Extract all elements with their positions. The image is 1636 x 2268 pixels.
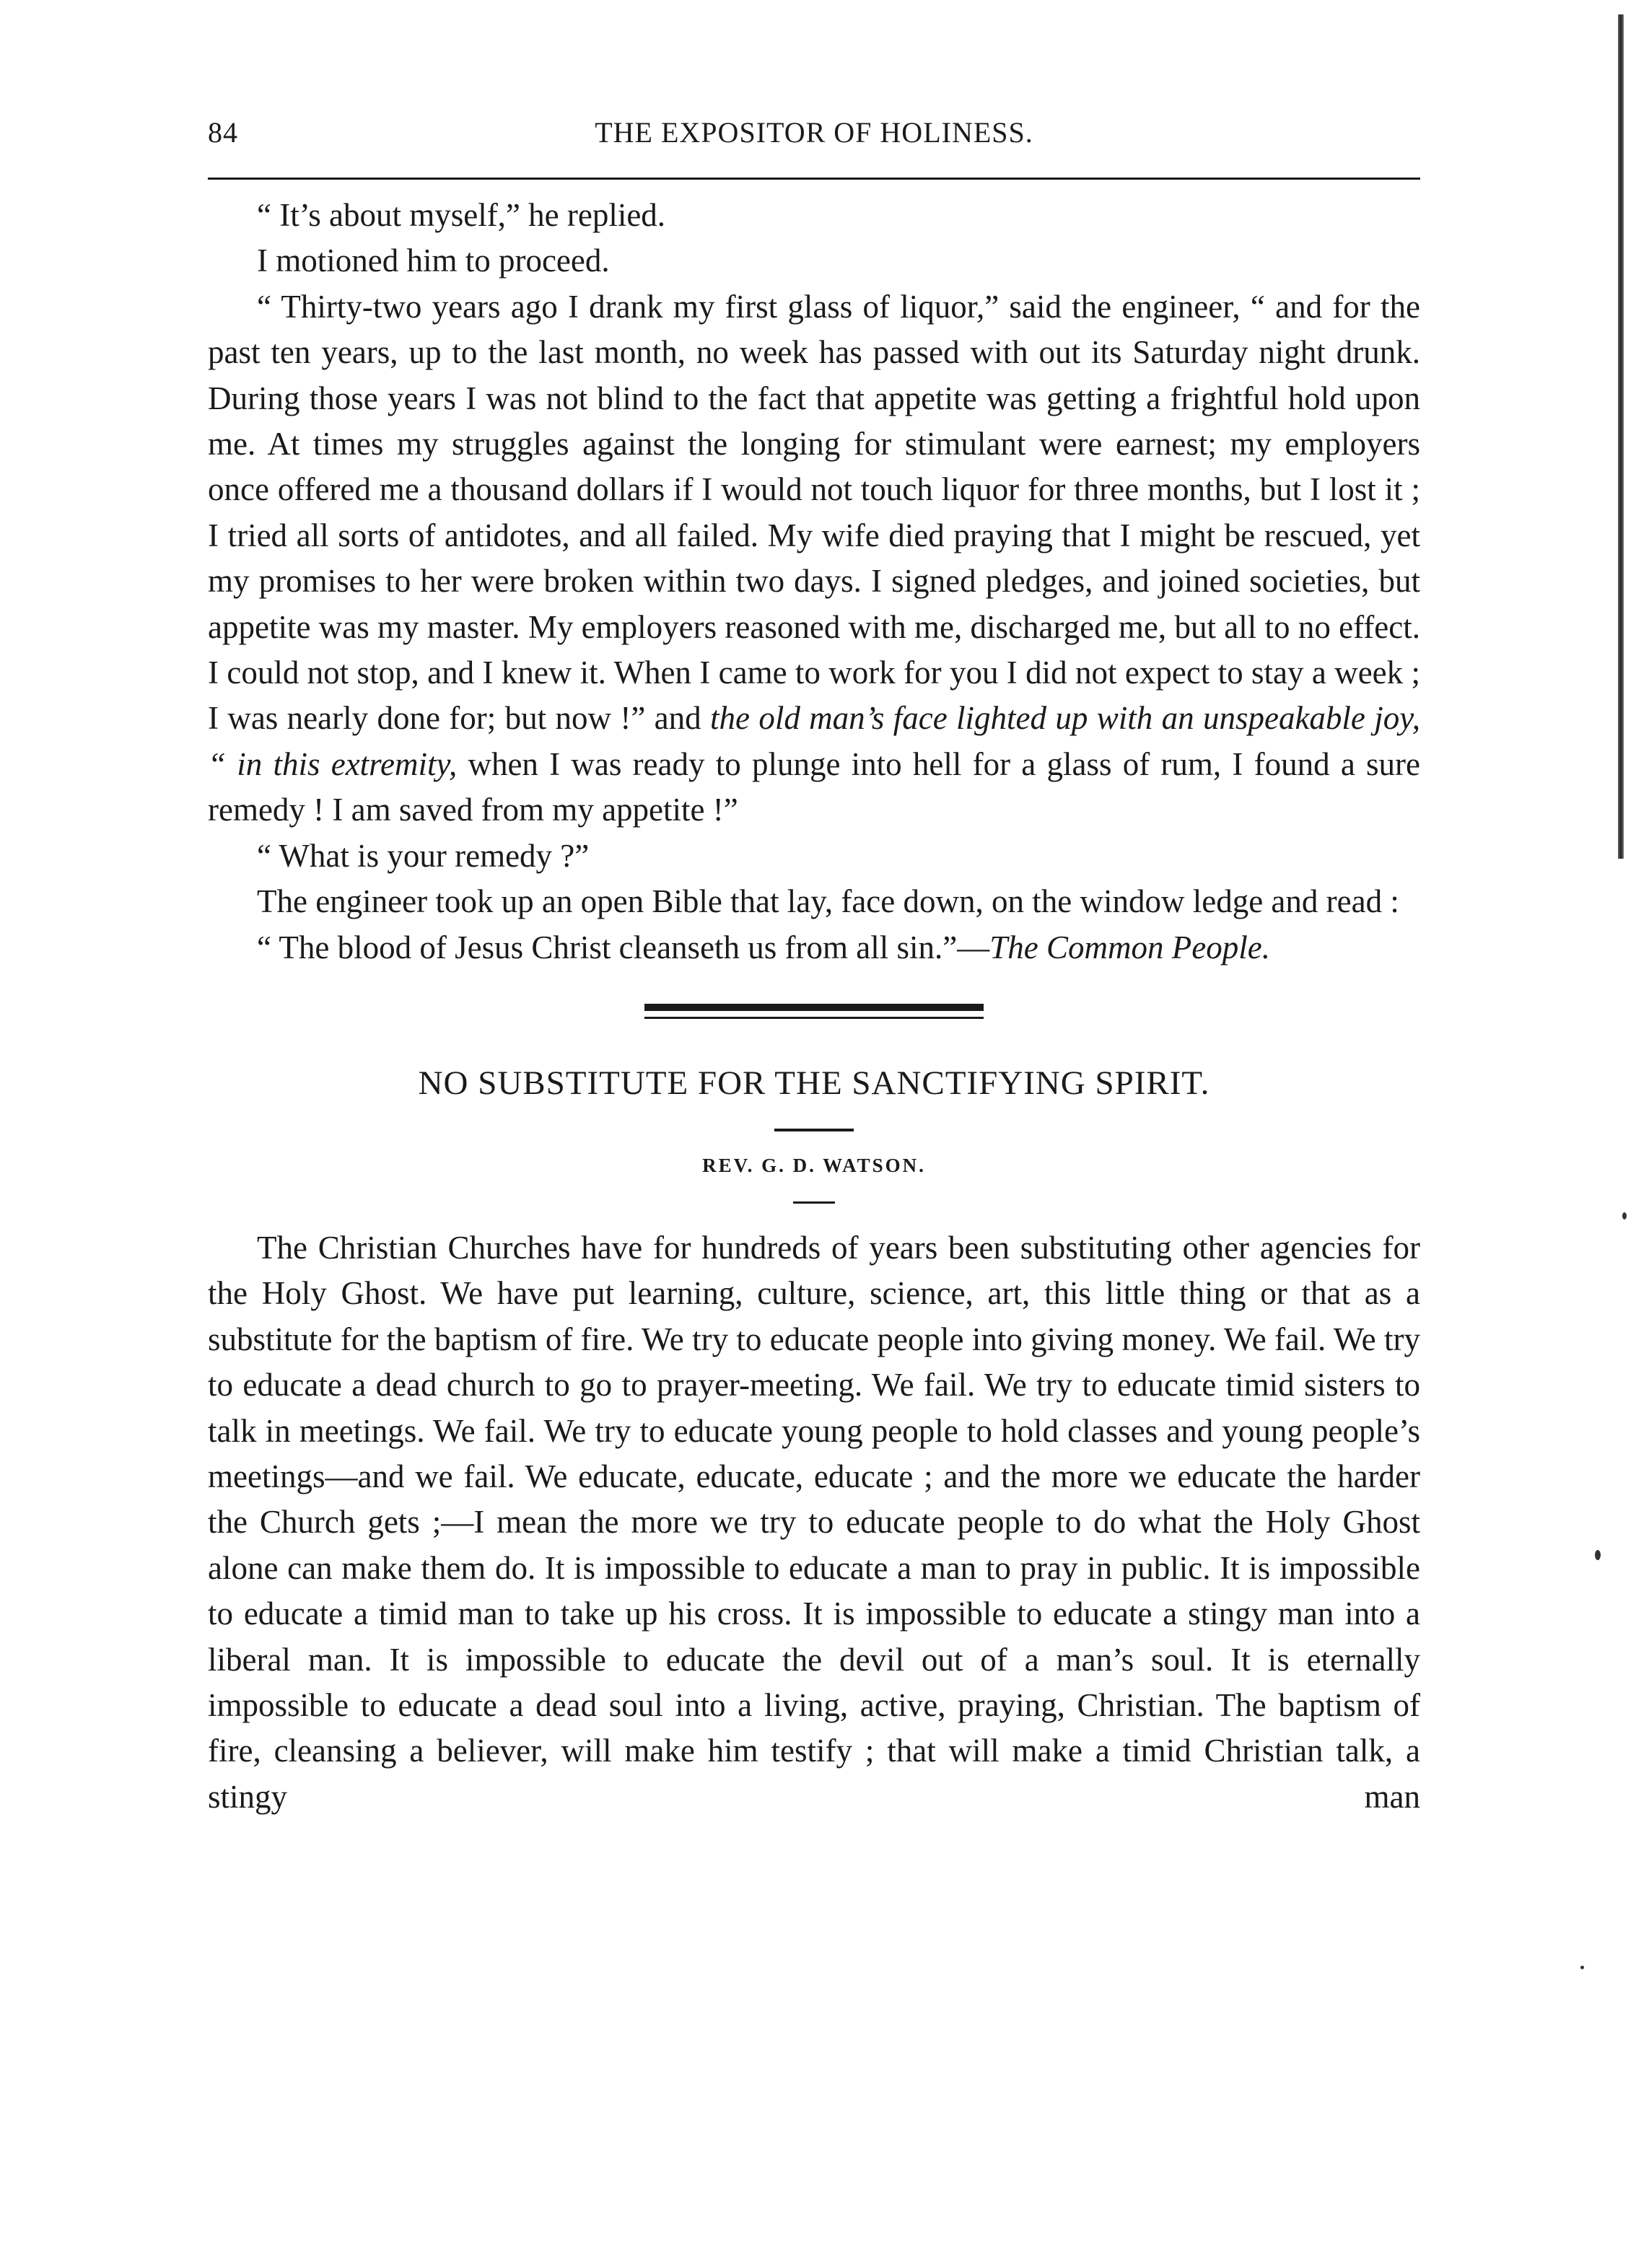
journal-title: THE EXPOSITOR OF HOLINESS. xyxy=(595,116,1033,149)
story-paragraph: “ What is your remedy ?” xyxy=(257,837,590,874)
header-rule xyxy=(208,178,1420,180)
page-number: 84 xyxy=(208,116,238,149)
article-paragraph: The Christian Churches have for hundreds of years been substituting other agencies for the Holy Ghost. We have put learning, culture, science, art, this little thing or that as a substitute for the baptism of fire. We try to educate people into giving money. We fail. We try to educate a dead church to go to prayer-meeting. We fail. We try to educate timid sisters to talk in meetings. We fail. We try to educate young people to hold classes and young people’s meetings—and we fail. We educate, educate, educate ; and the more we educate the harder the Church gets ;—I mean the more we try to educate people to do what the Holy Ghost alone can make them do. It is impossible to educate a man to pray in public. It is impossible to educate a timid man to take up his cross. It is impossible to educate a stingy man into a liberal man. It is impossible to educate the devil out of a man’s soul. It is eternally impossible to educate a dead soul into a living, active, praying, Christian. The baptism of fire, cleansing a believer, will make him testify ; that will make a timid Christian talk, a stingy man xyxy=(208,1229,1420,1815)
section-divider xyxy=(644,1004,984,1019)
scan-speck xyxy=(1580,1966,1584,1969)
article xyxy=(208,1064,1420,1820)
page xyxy=(208,115,1420,1820)
story-paragraph: “ It’s about myself,” he replied. xyxy=(257,197,666,233)
story-text: when I was ready to plunge into hell for a glass of rum, I found a sure remedy ! I am saved from my appetite !” xyxy=(208,745,1420,828)
bible-quote: “ The blood of Jesus Christ cleanseth us from all sin.”— xyxy=(257,929,990,966)
byline-rule xyxy=(793,1201,835,1204)
story-paragraph: The engineer took up an open Bible that lay, face down, on the window ledge and read : xyxy=(257,883,1399,920)
scan-speck xyxy=(1595,1550,1601,1560)
article-title: NO SUBSTITUTE FOR THE SANCTIFYING SPIRIT. xyxy=(418,1064,1210,1102)
article-byline: REV. G. D. WATSON. xyxy=(702,1154,926,1176)
quote-paragraph xyxy=(208,925,1420,971)
story-paragraph: I motioned him to proceed. xyxy=(257,242,610,279)
scan-speck xyxy=(1622,1212,1627,1220)
story-text: “ Thirty-two years ago I drank my first glass of liquor,” said the engineer, “ and for the past ten years, up to the last month, no week has passed with out its Saturday night drunk. During those years I was not blind to the fact that appetite was getting a frightful hold upon me. At times my struggles against the longing for stimulant were earnest; my employers once offered me a thousand dollars if I would not touch liquor for three months, but I lost it ; I tried all sorts of antidotes, and all failed. My wife died praying that I might be rescued, yet my promises to her were broken within two days. I signed pledges, and joined societies, but appetite was my master. My employers reasoned with me, discharged me, but all to no effect. I could not stop, and I knew it. When I came to work for you I did not expect to stay a week ; I was nearly done for; but now !” and xyxy=(208,288,1420,737)
story-continuation xyxy=(208,193,1420,971)
divider-thick-rule xyxy=(644,1004,984,1011)
italic-clause: the old man’s face lighted up with an unspeakable joy, “ in this extremity, xyxy=(208,700,1420,782)
title-rule xyxy=(774,1129,854,1131)
quote-source: The Common People. xyxy=(989,929,1270,966)
running-head xyxy=(208,115,1420,173)
divider-thin-rule xyxy=(644,1017,984,1019)
story-paragraph xyxy=(208,284,1420,833)
scan-binding-edge xyxy=(1618,14,1624,859)
